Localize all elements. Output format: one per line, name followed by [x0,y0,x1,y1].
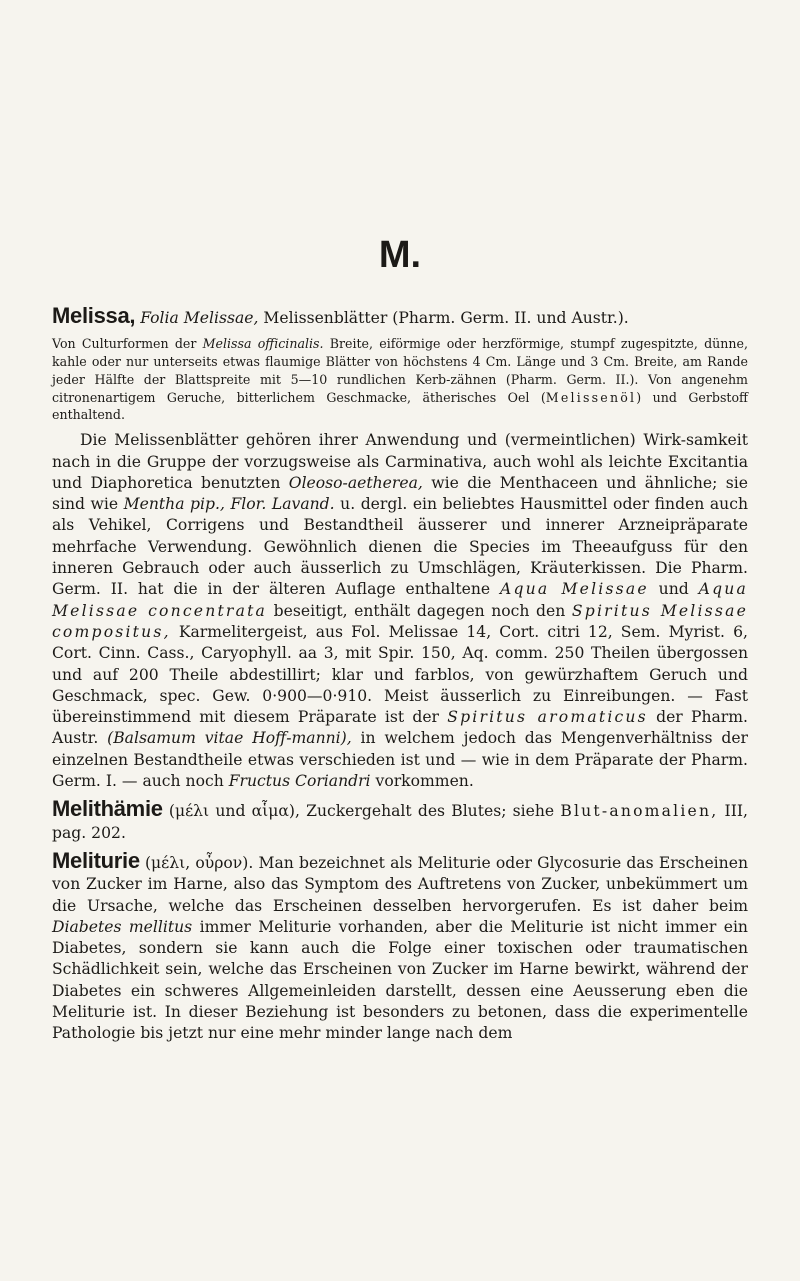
melissa-headword: Melissa, [52,303,136,328]
melissa-subtitle: Folia Melissae, [140,309,259,327]
text-run: wie die Menthaceen und ähnliche; sie sind wie [52,473,749,514]
italic-term: Diabetes mellitus [52,917,193,936]
text-run: Die Melissenblätter gehören ihrer Anwendung und (vermeintlichen) Wirk-samkeit nach in die Gruppe der vorzugsweise als Carminativa, auch wohl als leichte Excitantia und Diaphoretica benutzten [52,431,748,492]
text-run: und [648,580,699,599]
text-run: immer Meliturie vorhanden, aber die Meliturie ist nicht immer ein Diabetes, sondern sie kann auch die Folge einer toxischen oder traumatischen Schädlichkeit sein, welche das Erscheinen von Zucker im Harne bewirkt, während der Diabetes ein schweres Allgemeinleiden darstellt, dessen eine Aeusserung eben die Meliturie ist. In dieser Beziehung ist besonders zu betonen, dass die experimentelle Pathologie bis jetzt nur eine mehr minder lange nach dem [52,917,748,1043]
text-run: Breite, eiförmige oder herzförmige, stumpf zugespitzte, dünne, kahle oder nur unterseits etwas flaumige Blätter von höchstens 4 Cm. Länge und 3 Cm. Breite, am Rande jeder Hälfte der Blattspreite mit 5—10 rundlichen Kerb-zähnen (Pharm. Germ. II.). Von angenehm citronenartigem Geruche, bitterlichem Geschmacke, ätherisches Oel ( [52,336,748,405]
text-run: beseitigt, enthält dagegen noch den [267,601,572,620]
text-run: Karmelitergeist, aus Fol. Melissae 14, Cort. citri 12, Sem. Myrist. 6, Cort. Cinn. Cass., Caryophyll. aa 3, mit Spir. 150, Aq. comm. 250 Theilen übergossen und auf 200 Theile abdestillirt; klar und farblos, von gewürzhaftem Geruch und Geschmack, spec. Gew. 0·900—0·910. Meist äusserlich zu Einreibungen. — Fast übereinstimmend mit diesem Präparate ist der [52,622,748,727]
text-run: III, pag. 202. [52,802,748,842]
text-run: Von Culturformen der [52,336,203,352]
melissa-header [52,305,748,329]
text-run: ) und Gerbstoff enthaltend. [52,389,748,423]
melithaemie-entry [52,798,748,844]
melissa-description [52,335,748,424]
melissa-usage-paragraph [52,430,748,792]
text-run: (μέλι, οὖρον). Man bezeichnet als Meliturie oder Glycosurie das Erscheinen von Zucker im Harne, also das Symptom des Auftretens von Zucker, unbekümmert um die Ursache, welche das Erscheinen desselben hervorgerufen. Es ist daher beim [52,853,748,915]
meliturie-entry [52,847,748,1045]
text-run: u. dergl. ein beliebtes Hausmittel oder finden auch als Vehikel, Corrigens und Bestandtheil äusserer und innerer Arzneipräparate mehrfache Verwendung. Gewöhnlich dienen die Species im Theeaufguss für den inneren Gebrauch oder auch äusserlich zu Umschlägen, Kräuterkissen. Die Pharm. Germ. II. hat die in der älteren Auflage enthaltene [52,495,748,599]
italic-term: Oleoso-aetherea, [288,473,423,492]
section-letter: M. [378,234,422,276]
italic-term: Fructus Coriandri [228,772,371,791]
species-name: Melissa officinalis. [202,336,324,352]
text-run: vorkommen. [370,772,474,791]
preparation-name: Spiritus aromaticus [447,708,648,727]
text-run: in welchem jedoch das Mengenverhältniss der einzelnen Bestandtheile etwas verschieden ist und — wie in dem Präparate der Pharm. Germ. I. — auch noch [52,729,749,791]
meliturie-headword: Meliturie [52,847,140,873]
preparation-name: Aqua Melissae [500,580,649,599]
italic-term: (Balsamum vitae Hoff-manni), [107,729,352,748]
oil-name: Melissenöl [545,389,637,405]
italic-term: Mentha pip., Flor. Lavand. [123,495,335,514]
preparation-name: Spiritus Melissae compositus, [52,601,748,641]
preparation-name: Aqua Melissae concentrata [52,580,749,620]
cross-reference: Blut-anomalien, [560,802,719,821]
melissa-header-rest: Melissenblätter (Pharm. Germ. II. und Austr.). [258,309,629,327]
text-run: (μέλι und αἷμα), Zuckergehalt des Blutes; siehe [162,802,561,821]
text-run: der Pharm. Austr. [52,708,748,748]
dictionary-text [52,305,748,1051]
melithaemie-headword: Melithämie [52,796,163,822]
